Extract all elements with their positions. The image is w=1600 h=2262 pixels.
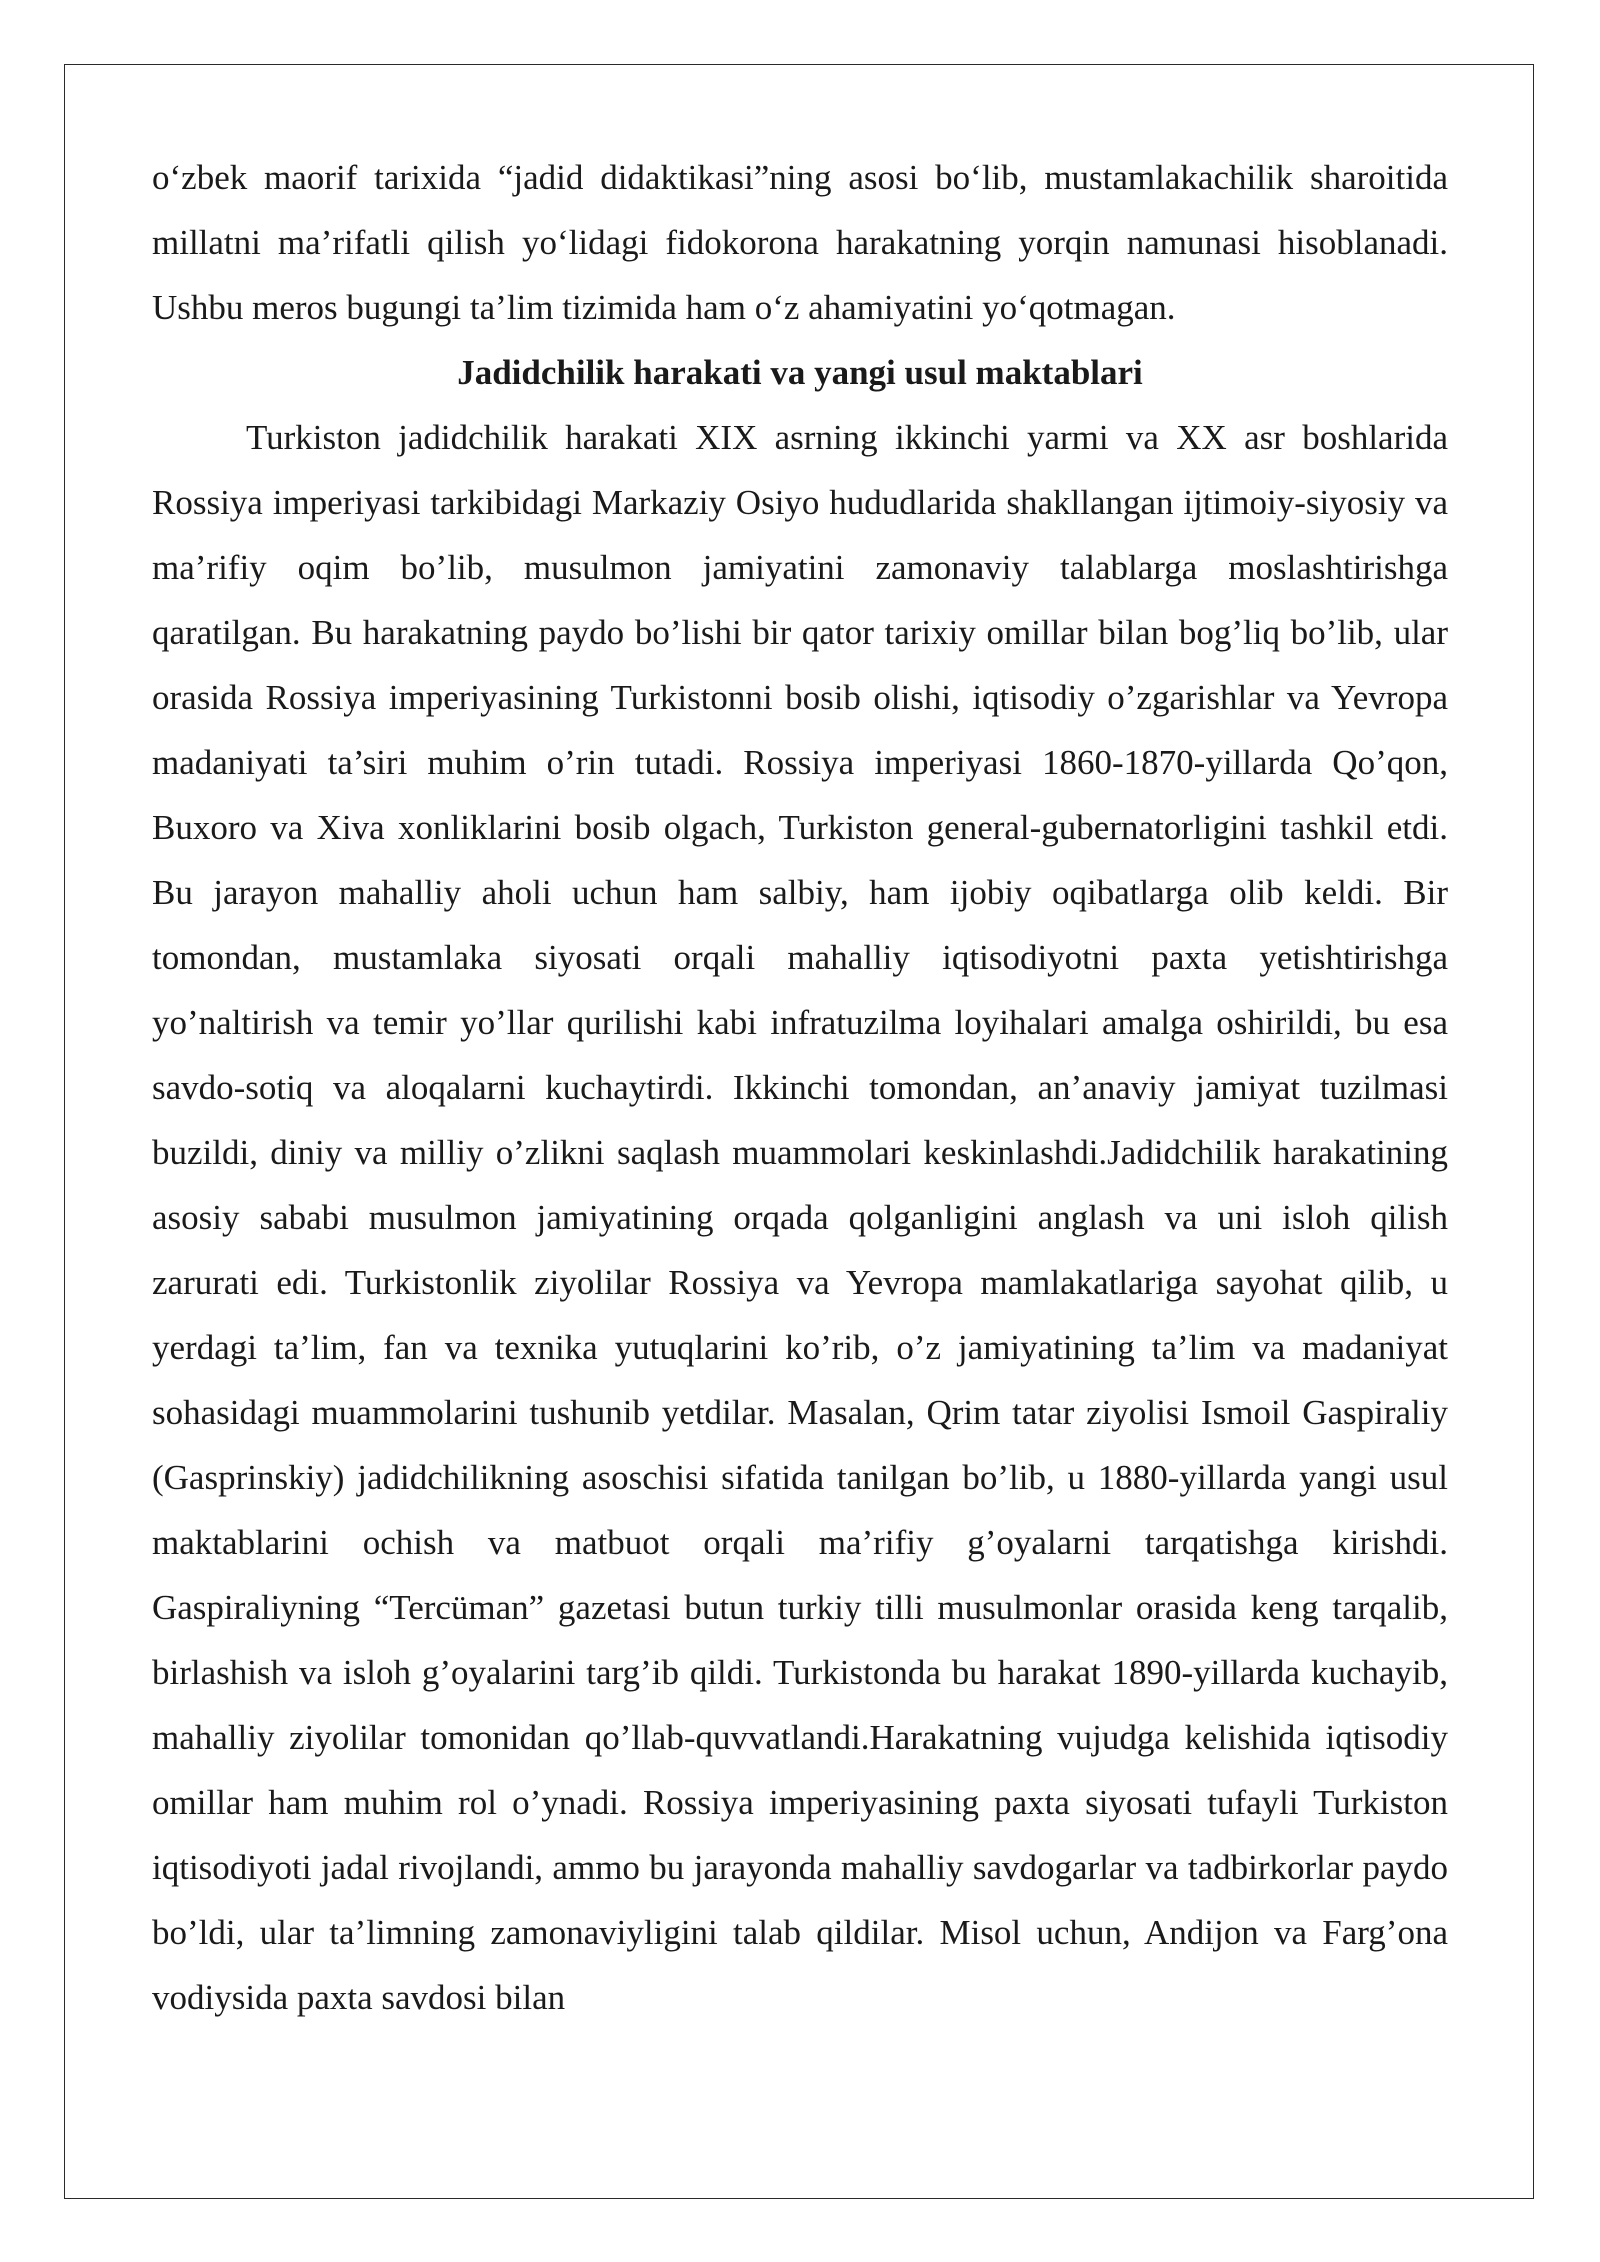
- continuation-paragraph: o‘zbek maorif tarixida “jadid didaktikasi”ning asosi bo‘lib, mustamlakachilik sharoitida millatni ma’rifatli qilish yo‘lidagi fidokorona harakatning yorqin namunasi hisoblanadi. Ushbu meros bugungi ta’lim tizimida ham o‘z ahamiyatini yo‘qotmagan.: [152, 158, 1448, 327]
- section-heading: Jadidchilik harakati va yangi usul maktablari: [457, 353, 1143, 392]
- document-body: [152, 145, 1448, 2030]
- body-paragraph: Turkiston jadidchilik harakati XIX asrning ikkinchi yarmi va XX asr boshlarida Rossiya imperiyasi tarkibidagi Markaziy Osiyo hududlarida shakllangan ijtimoiy-siyosiy va ma’rifiy oqim bo’lib, musulmon jamiyatini zamonaviy talablarga moslashtirishga qaratilgan. Bu harakatning paydo bo’lishi bir qator tarixiy omillar bilan bog’liq bo’lib, ular orasida Rossiya imperiyasining Turkistonni bosib olishi, iqtisodiy o’zgarishlar va Yevropa madaniyati ta’siri muhim o’rin tutadi. Rossiya imperiyasi 1860-1870-yillarda Qo’qon, Buxoro va Xiva xonliklarini bosib olgach, Turkiston general-gubernatorligini tashkil etdi. Bu jarayon mahalliy aholi uchun ham salbiy, ham ijobiy oqibatlarga olib keldi. Bir tomondan, mustamlaka siyosati orqali mahalliy iqtisodiyotni paxta yetishtirishga yo’naltirish va temir yo’llar qurilishi kabi infratuzilma loyihalari amalga oshirildi, bu esa savdo-sotiq va aloqalarni kuchaytirdi. Ikkinchi tomondan, an’anaviy jamiyat tuzilmasi buzildi, diniy va milliy o’zlikni saqlash muammolari keskinlashdi.Jadidchilik harakatining asosiy sababi musulmon jamiyatining orqada qolganligini anglash va uni isloh qilish zarurati edi. Turkistonlik ziyolilar Rossiya va Yevropa mamlakatlariga sayohat qilib, u yerdagi ta’lim, fan va texnika yutuqlarini ko’rib, o’z jamiyatining ta’lim va madaniyat sohasidagi muammolarini tushunib yetdilar. Masalan, Qrim tatar ziyolisi Ismoil Gaspiraliy (Gasprinskiy) jadidchilikning asoschisi sifatida tanilgan bo’lib, u 1880-yillarda yangi usul maktablarini ochish va matbuot orqali ma’rifiy g’oyalarni tarqatishga kirishdi. Gaspiraliyning “Tercüman” gazetasi butun turkiy tilli musulmonlar orasida keng tarqalib, birlashish va isloh g’oyalarini targ’ib qildi. Turkistonda bu harakat 1890-yillarda kuchayib, mahalliy ziyolilar tomonidan qo’llab-quvvatlandi.Harakatning vujudga kelishida iqtisodiy omillar ham muhim rol o’ynadi. Rossiya imperiyasining paxta siyosati tufayli Turkiston iqtisodiyoti jadal rivojlandi, ammo bu jarayonda mahalliy savdogarlar va tadbirkorlar paydo bo’ldi, ular ta’limning zamonaviyligini talab qildilar. Misol uchun, Andijon va Farg’ona vodiysida paxta savdosi bilan: [152, 418, 1448, 2017]
